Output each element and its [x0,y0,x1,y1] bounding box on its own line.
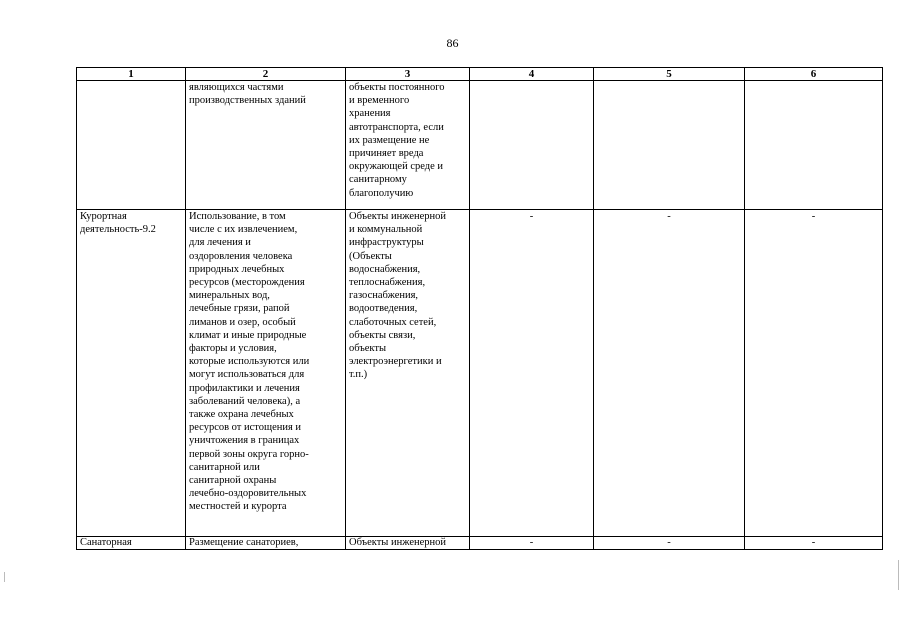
page-number: 86 [446,36,459,50]
column-header-5: 5 [594,68,745,81]
cell-objects: Объекты инженерной [346,537,470,550]
land-use-table [76,67,883,550]
column-header-2: 2 [186,68,346,81]
cell-objects: объекты постоянного и временного хранения автотранспорта, если их размещение не причиняет вреда окружающей среде и санитарному благополучию [346,81,470,210]
cell-objects: Объекты инженерной и коммунальной инфраструктуры (Объекты водоснабжения, теплоснабжения, газоснабжения, водоотведения, слаботочных сетей, объекты связи, объекты электроэнергетики и т.п.) [346,210,470,537]
cell-col6: - [745,537,883,550]
table-row [77,537,883,550]
table-header-row [77,68,883,81]
cell-col5: - [594,210,745,537]
table-row [77,81,883,210]
scan-edge-mark-left [4,572,5,582]
table-row [77,210,883,537]
cell-use-type: Курортная деятельность-9.2 [77,210,186,537]
cell-col4: - [470,537,594,550]
column-header-1: 1 [77,68,186,81]
cell-description: являющихся частями производственных зданий [186,81,346,210]
cell-col6: - [745,210,883,537]
cell-use-type [77,81,186,210]
cell-use-type: Санаторная [77,537,186,550]
column-header-4: 4 [470,68,594,81]
cell-col4: - [470,210,594,537]
cell-description: Использование, в том числе с их извлечением, для лечения и оздоровления человека природных лечебных ресурсов (месторождения минеральных вод, лечебные грязи, рапой лиманов и озер, особый климат и иные природные факторы и условия, которые используются или могут использоваться для профилактики и лечения заболеваний человека), а также охрана лечебных ресурсов от истощения и уничтожения в границах первой зоны округа горно- санитарной или санитарной охраны лечебно-оздоровительных местностей и курорта [186,210,346,537]
cell-col5 [594,81,745,210]
cell-description: Размещение санаториев, [186,537,346,550]
column-header-6: 6 [745,68,883,81]
cell-col6 [745,81,883,210]
column-header-3: 3 [346,68,470,81]
scan-edge-mark-right [898,560,899,590]
cell-col5: - [594,537,745,550]
cell-col4 [470,81,594,210]
